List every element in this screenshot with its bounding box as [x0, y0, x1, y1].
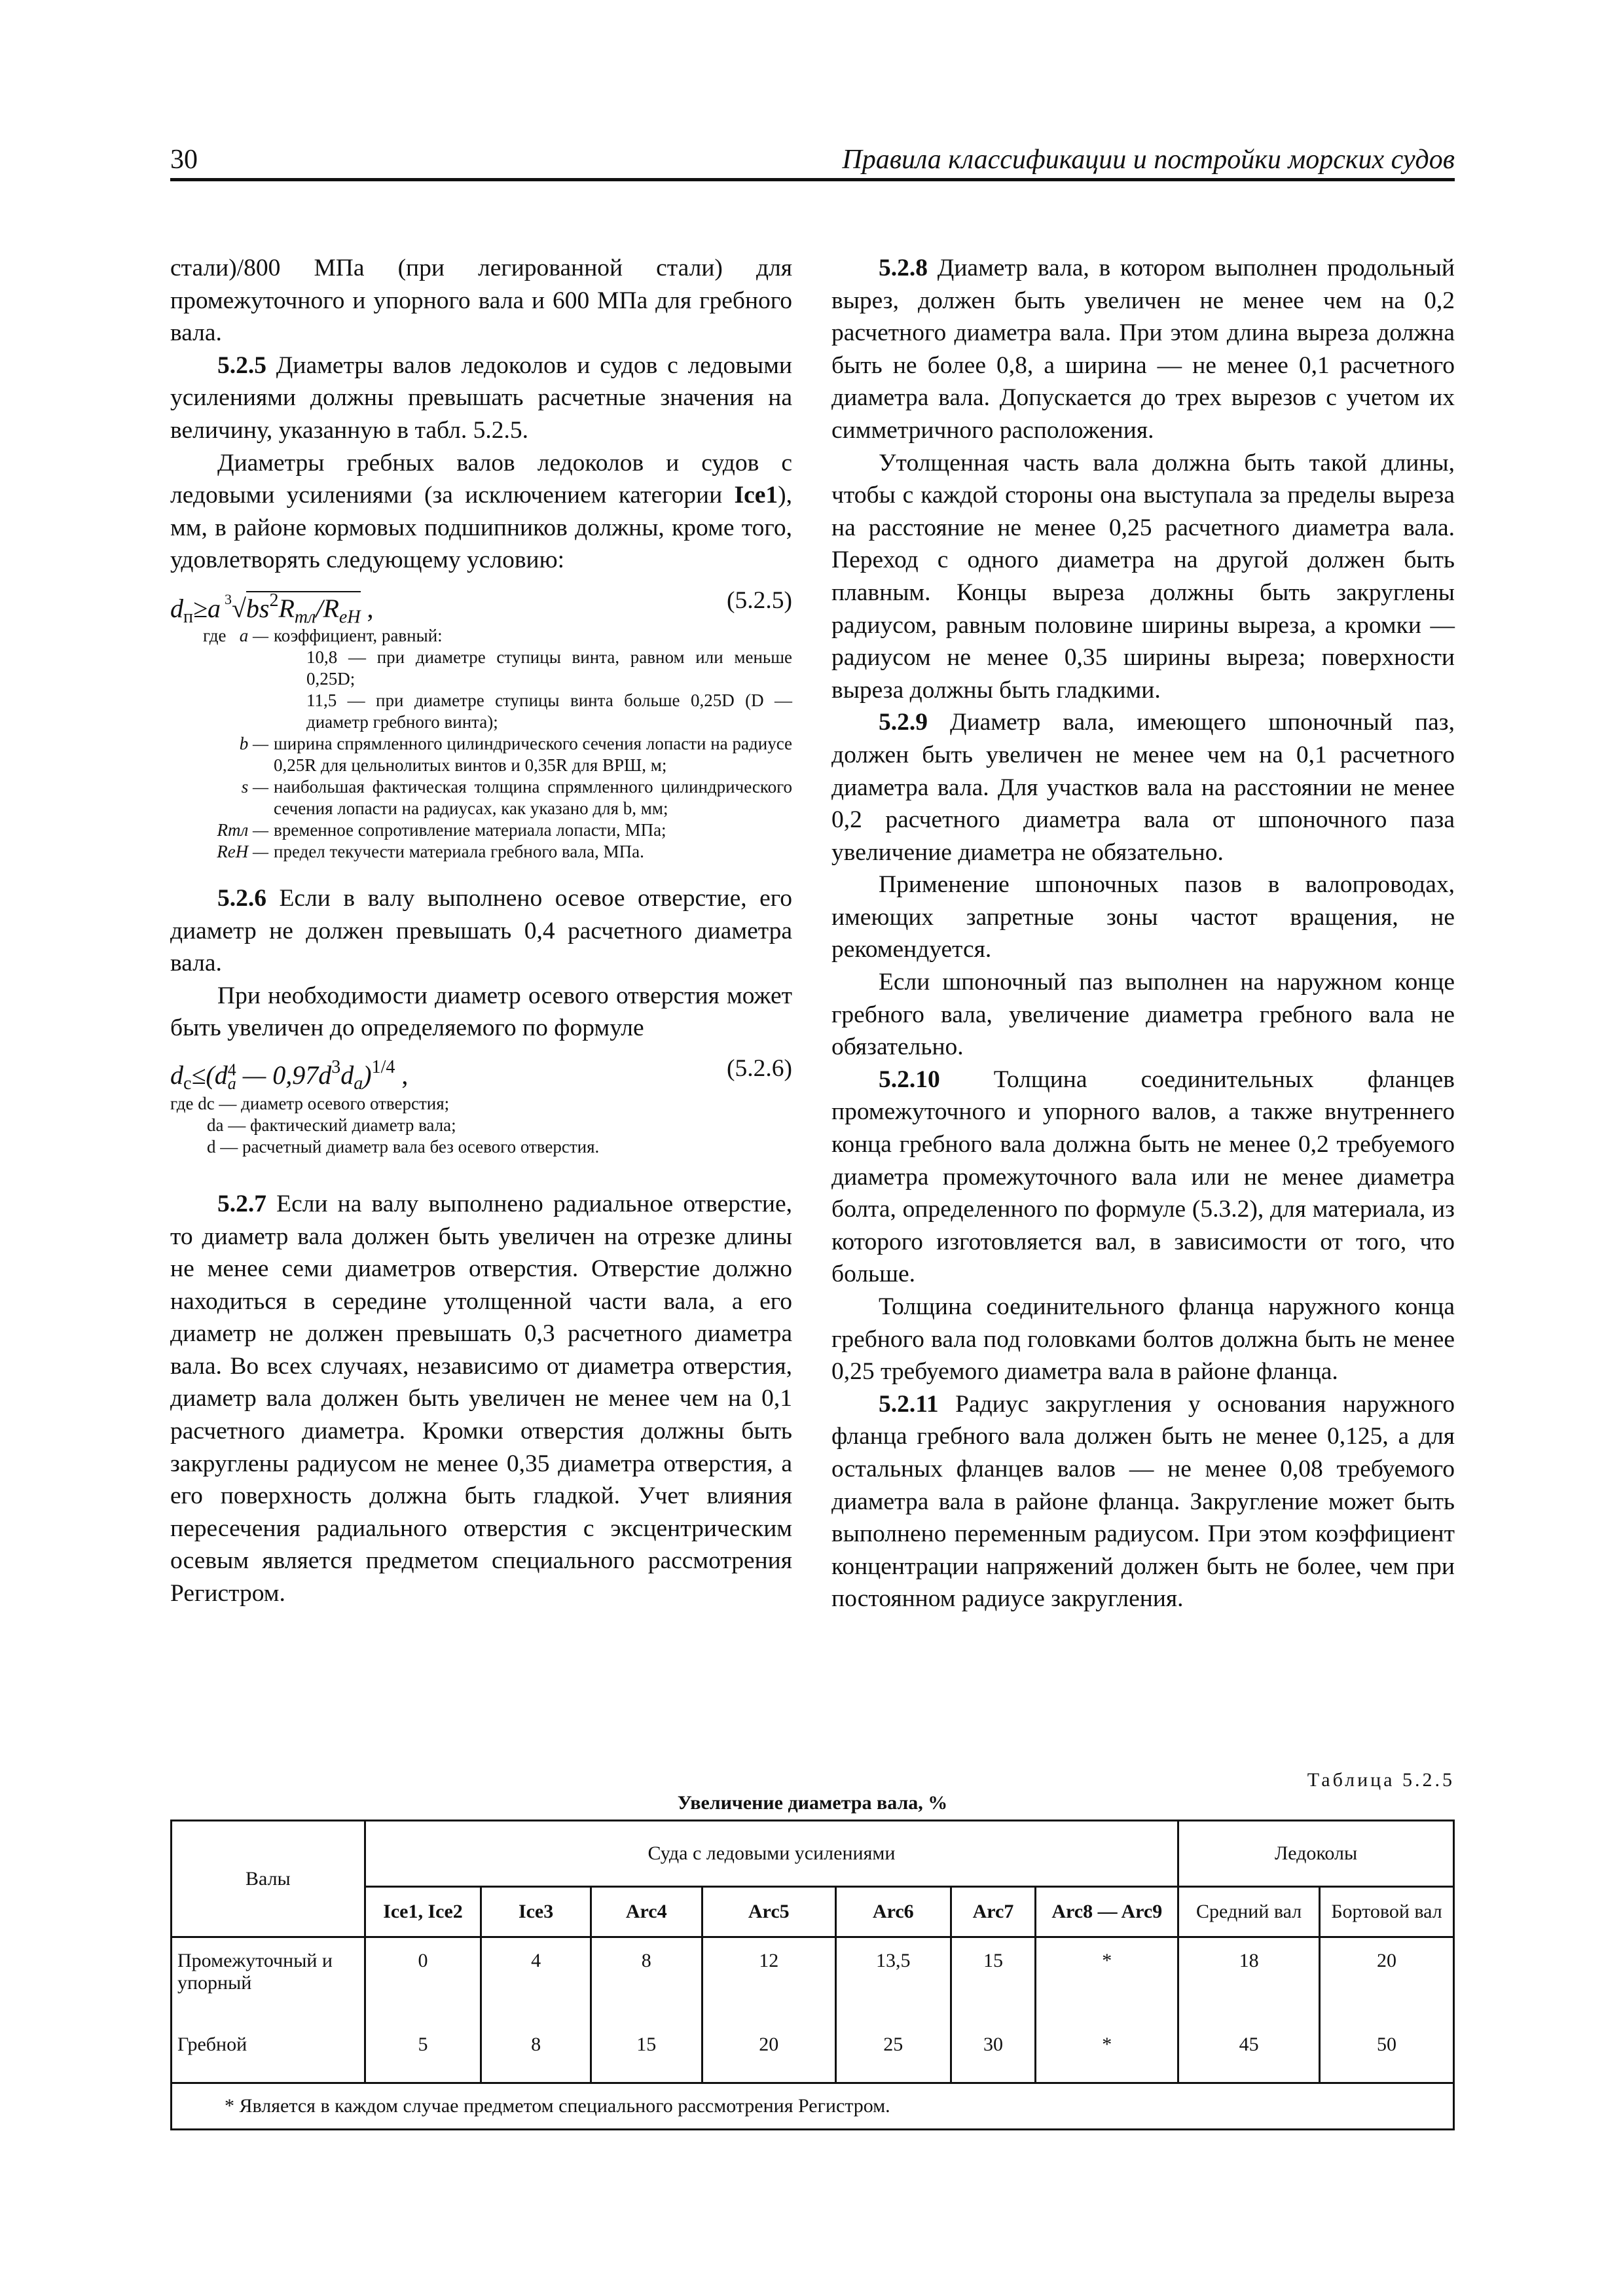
paragraph: Если шпоночный паз выполнен на наружном конце гребного вала, увеличение диаметра гребного вала не обязательно. [831, 969, 1455, 1061]
formula-expression: $d_п\ge a$ $^3√bs^2R_{тл}/R_{eH}$ , [170, 590, 374, 628]
subheader-cell: Arc8 — Arc9 [1036, 1887, 1178, 1937]
subheader-cell: Arc4 [591, 1887, 702, 1937]
section-number: 5.2.10 [879, 1066, 940, 1093]
paragraph-5-2-6: 5.2.6 Если в валу выполнено осевое отверстие, его диаметр не должен превышать 0,4 расчетного диаметра вала. [170, 884, 792, 977]
table-title: Увеличение диаметра вала, % [677, 1792, 948, 1814]
section-number: 5.2.11 [879, 1390, 939, 1418]
section-number: 5.2.6 [217, 884, 266, 912]
section-number: 5.2.7 [217, 1190, 266, 1217]
page-number: 30 [170, 145, 198, 175]
paragraph-5-2-7: 5.2.7 Если на валу выполнено радиальное отверстие, то диаметр вала должен быть увеличен на отрезке длины не менее семи диаметров отверстия. Отверстие должно находиться в середине утолщенной части вала, а его диаметр не должен превышать 0,3 расчетного диаметра вала. Во всех случаях, независимо от диаметра отверстия, диаметр вала должен быть увеличен не менее чем на 0,1 расчетного диаметра. Кромки отверстия должны быть закруглены радиусом не менее 0,35 диаметра отверстия, а его поверхность должна быть гладкой. Учет влияния пересечения радиального отверстия с эксцентрическим осевым является предметом специального рассмотрения Регистром. [170, 1190, 792, 1607]
section-number: 5.2.5 [217, 351, 266, 379]
paragraph: Диаметры гребных валов ледоколов и судов с ледовыми усилениями (за исключением категории Ice1), мм, в районе кормовых подшипников должны, кроме того, удовлетворять следующему условию: [170, 449, 792, 574]
paragraph: При необходимости диаметр осевого отверстия может быть увеличен до определяемого по формуле [170, 982, 792, 1042]
diameter-increase-table [170, 1820, 1455, 2130]
paragraph-5-2-10: 5.2.10 Толщина соединительных фланцев промежуточного и упорного валов, а также внутреннего конца гребного вала должна быть не менее 0,2 требуемого диаметра промежуточного вала или не менее диаметра болта, определенного по формуле (5.3.2), для материала, из которого изготовляется вал, в зависимости от того, что больше. [831, 1066, 1455, 1288]
table-footnote: * Является в каждом случае предметом специального рассмотрения Регистром. [172, 2083, 1454, 2130]
running-title: Правила классификации и постройки морских судов [842, 145, 1455, 175]
formula-expression: $d_c\le(d$ 4 a — $0,97d^3d_a)^{1/4}$ , [170, 1056, 409, 1094]
column-group-ice: Суда с ледовыми усилениями [365, 1821, 1178, 1887]
paragraph: Применение шпоночных пазов в валопроводах, имеющих запретные зоны частот вращения, не рекомендуется. [831, 871, 1455, 963]
page-header [170, 136, 1455, 181]
paragraph: стали)/800 МПа (при легированной стали) для промежуточного и упорного вала и 600 МПа для гребного вала. [170, 255, 792, 347]
row-label: Гребной [172, 2031, 365, 2083]
paragraph-5-2-8: 5.2.8 Диаметр вала, в котором выполнен продольный вырез, должен быть увеличен не менее чем на 0,2 расчетного диаметра вала. При этом длина выреза должна быть не более 0,8, а ширина — не менее 0,1 расчетного диаметра вала. Допускается до трех вырезов с учетом их симметричного расположения. [831, 255, 1455, 444]
paragraph: Утолщенная часть вала должна быть такой длины, чтобы с каждой стороны она выступала за пределы выреза на расстояние не менее 0,25 расчетного диаметра вала. Переход с одного диаметра на другой должен быть плавным. Концы выреза должны быть закруглены радиусом, равным половине ширины выреза, а кромки — радиусом не менее 0,35 ширины выреза; поверхности выреза должны быть гладкими. [831, 449, 1455, 704]
table-caption: Таблица 5.2.5 [1307, 1769, 1455, 1791]
formula-5-2-5 [170, 581, 792, 628]
subheader-cell: Arc5 [702, 1887, 835, 1937]
table-row: Промежуточный и упорный 0 4 8 12 13,5 15 * 18 20 [172, 1937, 1454, 2032]
table-row: Гребной 5 8 15 20 25 30 * 45 50 [172, 2031, 1454, 2083]
subheader-cell: Ice1, Ice2 [365, 1887, 481, 1937]
formula-number: (5.2.6) [727, 1054, 792, 1082]
subheader-cell: Arc6 [836, 1887, 951, 1937]
paragraph-5-2-11: 5.2.11 Радиус закругления у основания наружного фланца гребного вала должен быть не менее 0,125, а для остальных фланцев валов — не менее 0,08 требуемого диаметра вала в районе фланца. Закругление может быть выполнено переменным радиусом. При этом коэффициент концентрации напряжений должен быть не более, чем при постоянном радиусе закругления. [831, 1390, 1455, 1613]
paragraph: Толщина соединительного фланца наружного конца гребного вала под головками болтов должна быть не менее 0,25 требуемого диаметра вала в районе фланца. [831, 1293, 1455, 1386]
column-group-icebreakers: Ледоколы [1178, 1821, 1454, 1887]
category-ice1: Ice1 [734, 482, 778, 509]
subheader-cell: Бортовой вал [1320, 1887, 1454, 1937]
formula-definitions: где dc — диаметр осевого отверстия; da — фактический диаметр вала; d — расчетный диаметр вала без осевого отверстия. [170, 1093, 600, 1157]
column-header-shafts: Валы [172, 1821, 365, 1937]
subheader-cell: Ice3 [481, 1887, 591, 1937]
right-column [831, 252, 1455, 1615]
section-number: 5.2.8 [879, 255, 928, 281]
subheader-cell: Средний вал [1178, 1887, 1320, 1937]
table-header-group [172, 1821, 1454, 1887]
paragraph-5-2-5: 5.2.5 Диаметры валов ледоколов и судов с ледовыми усилениями должны превышать расчетные значения на величину, указанную в табл. 5.2.5. [170, 351, 792, 444]
section-number: 5.2.9 [879, 709, 928, 736]
row-label: Промежуточный и упорный [172, 1937, 365, 2032]
subheader-cell: Arc7 [951, 1887, 1036, 1937]
left-column [170, 252, 792, 1610]
formula-number: (5.2.5) [727, 586, 792, 614]
formula-definitions: где a — коэффициент, равный: 10,8 — при диаметре ступицы винта, равном или меньше 0,25D; 11,5 — при диаметре ступицы винта больше 0,25D (D — диаметр гребного винта); b — ширина спрямленного цилиндрического сечения лопасти на радиусе 0,25R для цельнолитых винтов и 0,35R для ВРШ, м; s — наибольшая фактическая толщина спрямленного цилиндрического сечения лопасти на радиусах, как указано для b, мм; Rтл — временное сопротивление материала лопасти, МПа; ReH — предел текучести материала гребного вала, МПа. [203, 625, 792, 861]
formula-5-2-6 [170, 1049, 792, 1094]
paragraph-5-2-9: 5.2.9 Диаметр вала, имеющего шпоночный паз, должен быть увеличен не менее чем на 0,1 расчетного диаметра вала. Для участков вала на расстоянии не менее 0,2 расчетного диаметра вала от шпоночного паза увеличение диаметра не обязательно. [831, 709, 1455, 866]
